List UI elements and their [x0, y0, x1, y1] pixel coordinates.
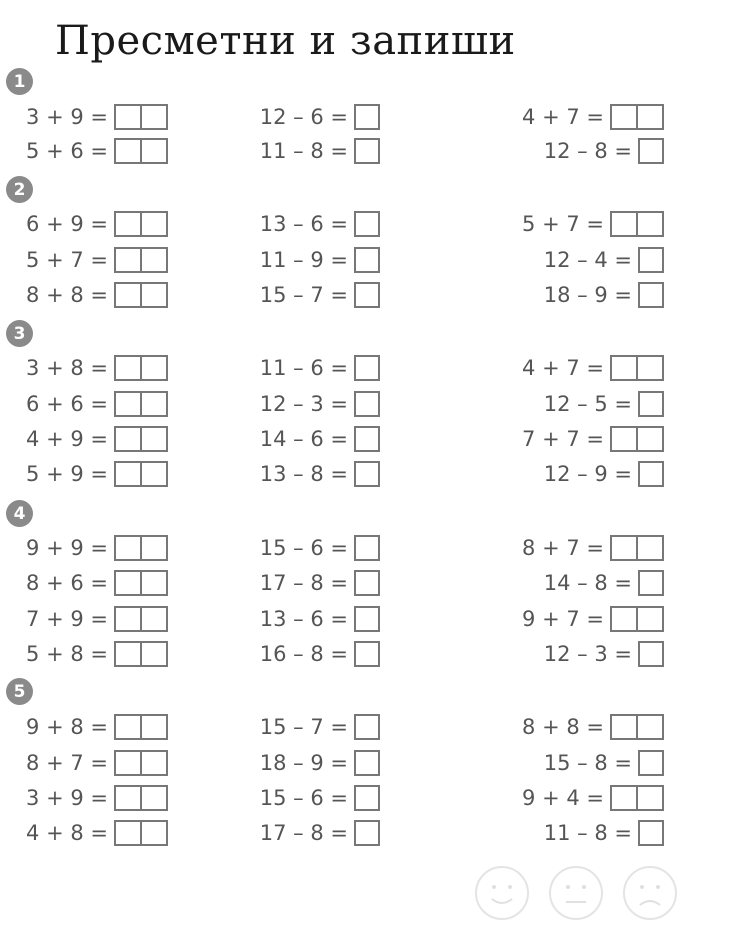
- one-digit-answer-box[interactable]: [638, 282, 664, 308]
- two-digit-answer-box[interactable]: [114, 750, 168, 776]
- exercise-number-badge: 1: [6, 68, 33, 95]
- equation-text: 12 – 3 =: [259, 392, 348, 416]
- equation: [0, 458, 168, 490]
- equation: [200, 208, 380, 240]
- equation-text: 4 + 9 =: [26, 427, 108, 451]
- one-digit-answer-box[interactable]: [354, 211, 380, 237]
- equation-text: 9 + 4 =: [522, 786, 604, 810]
- digit-cell[interactable]: [638, 537, 662, 559]
- equation-text: 13 – 6 =: [259, 212, 348, 236]
- digit-cell[interactable]: [612, 716, 638, 738]
- one-digit-answer-box[interactable]: [354, 570, 380, 596]
- digit-cell[interactable]: [116, 752, 142, 774]
- equation-text: 15 – 7 =: [259, 283, 348, 307]
- two-digit-answer-box[interactable]: [114, 247, 168, 273]
- two-digit-answer-box[interactable]: [114, 820, 168, 846]
- exercise-number-badge: 4: [6, 500, 33, 527]
- digit-cell[interactable]: [142, 213, 166, 235]
- one-digit-answer-box[interactable]: [354, 138, 380, 164]
- digit-cell[interactable]: [142, 572, 166, 594]
- exercise-row: [0, 352, 735, 384]
- equation: [470, 567, 664, 599]
- equation-text: 13 – 6 =: [259, 607, 348, 631]
- digit-cell[interactable]: [116, 537, 142, 559]
- equation-text: 6 + 9 =: [26, 212, 108, 236]
- equation-text: 5 + 8 =: [26, 642, 108, 666]
- equation-text: 3 + 9 =: [26, 105, 108, 129]
- two-digit-answer-box[interactable]: [114, 570, 168, 596]
- one-digit-answer-box[interactable]: [354, 714, 380, 740]
- equation: [200, 782, 380, 814]
- digit-cell[interactable]: [116, 572, 142, 594]
- digit-cell[interactable]: [142, 643, 166, 665]
- digit-cell[interactable]: [612, 213, 638, 235]
- digit-cell[interactable]: [116, 822, 142, 844]
- equation: [200, 352, 380, 384]
- two-digit-answer-box[interactable]: [114, 138, 168, 164]
- one-digit-answer-box[interactable]: [354, 820, 380, 846]
- equation-text: 9 + 8 =: [26, 715, 108, 739]
- page-title: Пресметни и запиши: [55, 18, 516, 64]
- equation-text: 12 – 5 =: [543, 392, 632, 416]
- digit-cell[interactable]: [142, 608, 166, 630]
- one-digit-answer-box[interactable]: [354, 426, 380, 452]
- equation: [200, 388, 380, 420]
- equation: [0, 817, 168, 849]
- digit-cell[interactable]: [638, 787, 662, 809]
- equation-text: 11 – 8 =: [543, 821, 632, 845]
- equation-text: 4 + 7 =: [522, 105, 604, 129]
- digit-cell[interactable]: [638, 357, 662, 379]
- equation-text: 9 + 7 =: [522, 607, 604, 631]
- one-digit-answer-box[interactable]: [638, 570, 664, 596]
- digit-cell[interactable]: [116, 249, 142, 271]
- two-digit-answer-box[interactable]: [114, 104, 168, 130]
- equation: [0, 603, 168, 635]
- equation-text: 7 + 7 =: [522, 427, 604, 451]
- digit-cell[interactable]: [612, 537, 638, 559]
- exercise-row: [0, 279, 735, 311]
- digit-cell[interactable]: [142, 284, 166, 306]
- equation-text: 12 – 8 =: [543, 139, 632, 163]
- equation: [0, 747, 168, 779]
- equation: [470, 352, 664, 384]
- exercise-row: [0, 603, 735, 635]
- digit-cell[interactable]: [116, 213, 142, 235]
- equation-text: 4 + 8 =: [26, 821, 108, 845]
- equation: [200, 567, 380, 599]
- equation: [470, 101, 664, 133]
- equation-text: 5 + 9 =: [26, 462, 108, 486]
- equation: [0, 244, 168, 276]
- two-digit-answer-box[interactable]: [114, 211, 168, 237]
- two-digit-answer-box[interactable]: [114, 426, 168, 452]
- equation: [0, 279, 168, 311]
- digit-cell[interactable]: [116, 140, 142, 162]
- one-digit-answer-box[interactable]: [638, 391, 664, 417]
- equation: [0, 782, 168, 814]
- equation-text: 15 – 8 =: [543, 751, 632, 775]
- equation: [200, 101, 380, 133]
- equation-text: 5 + 7 =: [26, 248, 108, 272]
- equation-text: 8 + 7 =: [26, 751, 108, 775]
- two-digit-answer-box[interactable]: [114, 282, 168, 308]
- exercise-number-badge: 2: [6, 176, 33, 203]
- digit-cell[interactable]: [116, 787, 142, 809]
- digit-cell[interactable]: [638, 106, 662, 128]
- digit-cell[interactable]: [142, 106, 166, 128]
- one-digit-answer-box[interactable]: [354, 641, 380, 667]
- equation-text: 5 + 6 =: [26, 139, 108, 163]
- two-digit-answer-box[interactable]: [114, 391, 168, 417]
- one-digit-answer-box[interactable]: [354, 282, 380, 308]
- digit-cell[interactable]: [638, 716, 662, 738]
- equation: [470, 817, 664, 849]
- equation-text: 17 – 8 =: [259, 821, 348, 845]
- equation: [470, 388, 664, 420]
- exercise-row: [0, 567, 735, 599]
- self-assessment-faces: [470, 865, 690, 925]
- equation: [200, 638, 380, 670]
- digit-cell[interactable]: [142, 787, 166, 809]
- equation-text: 8 + 6 =: [26, 571, 108, 595]
- one-digit-answer-box[interactable]: [638, 461, 664, 487]
- exercise-number-badge: 5: [6, 678, 33, 705]
- exercise-number-badge: 3: [6, 320, 33, 347]
- digit-cell[interactable]: [116, 284, 142, 306]
- digit-cell[interactable]: [638, 428, 662, 450]
- exercise-row: [0, 244, 735, 276]
- equation: [470, 747, 664, 779]
- equation-text: 11 – 6 =: [259, 356, 348, 380]
- digit-cell[interactable]: [612, 787, 638, 809]
- equation: [470, 244, 664, 276]
- digit-cell[interactable]: [142, 716, 166, 738]
- two-digit-answer-box[interactable]: [114, 355, 168, 381]
- one-digit-answer-box[interactable]: [638, 641, 664, 667]
- equation-text: 13 – 8 =: [259, 462, 348, 486]
- digit-cell[interactable]: [116, 357, 142, 379]
- equation: [0, 135, 168, 167]
- digit-cell[interactable]: [116, 716, 142, 738]
- digit-cell[interactable]: [142, 752, 166, 774]
- equation-text: 14 – 8 =: [543, 571, 632, 595]
- equation: [200, 244, 380, 276]
- neutral-face-icon[interactable]: [548, 865, 604, 921]
- exercise-row: [0, 423, 735, 455]
- equation: [470, 782, 664, 814]
- equation-text: 9 + 9 =: [26, 536, 108, 560]
- equation-text: 12 – 3 =: [543, 642, 632, 666]
- digit-cell[interactable]: [142, 249, 166, 271]
- equation: [470, 638, 664, 670]
- equation: [470, 532, 664, 564]
- equation-text: 7 + 9 =: [26, 607, 108, 631]
- equation: [470, 603, 664, 635]
- equation-text: 8 + 8 =: [26, 283, 108, 307]
- one-digit-answer-box[interactable]: [354, 785, 380, 811]
- equation: [0, 567, 168, 599]
- digit-cell[interactable]: [116, 428, 142, 450]
- equation: [200, 532, 380, 564]
- equation-text: 15 – 6 =: [259, 536, 348, 560]
- exercise-row: [0, 388, 735, 420]
- equation: [470, 458, 664, 490]
- equation-text: 11 – 9 =: [259, 248, 348, 272]
- digit-cell[interactable]: [142, 822, 166, 844]
- equation-text: 18 – 9 =: [259, 751, 348, 775]
- digit-cell[interactable]: [116, 608, 142, 630]
- equation: [200, 423, 380, 455]
- two-digit-answer-box[interactable]: [610, 104, 664, 130]
- equation: [0, 101, 168, 133]
- digit-cell[interactable]: [142, 463, 166, 485]
- equation: [200, 135, 380, 167]
- digit-cell[interactable]: [612, 357, 638, 379]
- one-digit-answer-box[interactable]: [354, 355, 380, 381]
- equation-text: 5 + 7 =: [522, 212, 604, 236]
- digit-cell[interactable]: [638, 608, 662, 630]
- one-digit-answer-box[interactable]: [638, 750, 664, 776]
- equation-text: 17 – 8 =: [259, 571, 348, 595]
- equation: [0, 638, 168, 670]
- equation-text: 3 + 9 =: [26, 786, 108, 810]
- equation: [0, 352, 168, 384]
- equation: [200, 747, 380, 779]
- equation: [200, 711, 380, 743]
- two-digit-answer-box[interactable]: [610, 714, 664, 740]
- equation-text: 8 + 8 =: [522, 715, 604, 739]
- one-digit-answer-box[interactable]: [354, 535, 380, 561]
- equation: [200, 458, 380, 490]
- exercise-row: [0, 208, 735, 240]
- equation-text: 14 – 6 =: [259, 427, 348, 451]
- two-digit-answer-box[interactable]: [610, 606, 664, 632]
- one-digit-answer-box[interactable]: [354, 606, 380, 632]
- happy-face-icon[interactable]: [474, 865, 530, 921]
- digit-cell[interactable]: [116, 106, 142, 128]
- two-digit-answer-box[interactable]: [114, 785, 168, 811]
- equation-text: 12 – 6 =: [259, 105, 348, 129]
- equation: [470, 279, 664, 311]
- exercise-row: [0, 711, 735, 743]
- exercise-row: [0, 817, 735, 849]
- equation-text: 8 + 7 =: [522, 536, 604, 560]
- digit-cell[interactable]: [116, 463, 142, 485]
- digit-cell[interactable]: [142, 140, 166, 162]
- digit-cell[interactable]: [142, 357, 166, 379]
- digit-cell[interactable]: [612, 106, 638, 128]
- equation: [200, 603, 380, 635]
- equation-text: 15 – 6 =: [259, 786, 348, 810]
- two-digit-answer-box[interactable]: [114, 641, 168, 667]
- equation: [470, 208, 664, 240]
- equation-text: 16 – 8 =: [259, 642, 348, 666]
- one-digit-answer-box[interactable]: [354, 750, 380, 776]
- two-digit-answer-box[interactable]: [610, 211, 664, 237]
- two-digit-answer-box[interactable]: [610, 535, 664, 561]
- equation: [470, 711, 664, 743]
- equation: [200, 279, 380, 311]
- one-digit-answer-box[interactable]: [354, 247, 380, 273]
- two-digit-answer-box[interactable]: [114, 535, 168, 561]
- equation-text: 18 – 9 =: [543, 283, 632, 307]
- digit-cell[interactable]: [612, 428, 638, 450]
- two-digit-answer-box[interactable]: [114, 461, 168, 487]
- equation: [0, 532, 168, 564]
- one-digit-answer-box[interactable]: [354, 104, 380, 130]
- exercise-row: [0, 135, 735, 167]
- exercise-row: [0, 458, 735, 490]
- equation: [0, 423, 168, 455]
- two-digit-answer-box[interactable]: [610, 426, 664, 452]
- digit-cell[interactable]: [116, 393, 142, 415]
- one-digit-answer-box[interactable]: [354, 461, 380, 487]
- equation: [470, 135, 664, 167]
- two-digit-answer-box[interactable]: [610, 355, 664, 381]
- sad-face-icon[interactable]: [622, 865, 678, 921]
- one-digit-answer-box[interactable]: [354, 391, 380, 417]
- equation-text: 12 – 4 =: [543, 248, 632, 272]
- equation: [470, 423, 664, 455]
- exercise-row: [0, 532, 735, 564]
- two-digit-answer-box[interactable]: [114, 714, 168, 740]
- equation-text: 12 – 9 =: [543, 462, 632, 486]
- equation-text: 15 – 7 =: [259, 715, 348, 739]
- two-digit-answer-box[interactable]: [114, 606, 168, 632]
- exercise-row: [0, 638, 735, 670]
- one-digit-answer-box[interactable]: [638, 138, 664, 164]
- exercise-row: [0, 782, 735, 814]
- equation: [0, 711, 168, 743]
- equation: [0, 208, 168, 240]
- equation-text: 6 + 6 =: [26, 392, 108, 416]
- exercise-row: [0, 101, 735, 133]
- two-digit-answer-box[interactable]: [610, 785, 664, 811]
- digit-cell[interactable]: [142, 428, 166, 450]
- equation: [200, 817, 380, 849]
- digit-cell[interactable]: [116, 643, 142, 665]
- one-digit-answer-box[interactable]: [638, 820, 664, 846]
- digit-cell[interactable]: [612, 608, 638, 630]
- equation-text: 4 + 7 =: [522, 356, 604, 380]
- digit-cell[interactable]: [142, 393, 166, 415]
- digit-cell[interactable]: [142, 537, 166, 559]
- equation: [0, 388, 168, 420]
- exercise-row: [0, 747, 735, 779]
- equation-text: 3 + 8 =: [26, 356, 108, 380]
- digit-cell[interactable]: [638, 213, 662, 235]
- one-digit-answer-box[interactable]: [638, 247, 664, 273]
- equation-text: 11 – 8 =: [259, 139, 348, 163]
